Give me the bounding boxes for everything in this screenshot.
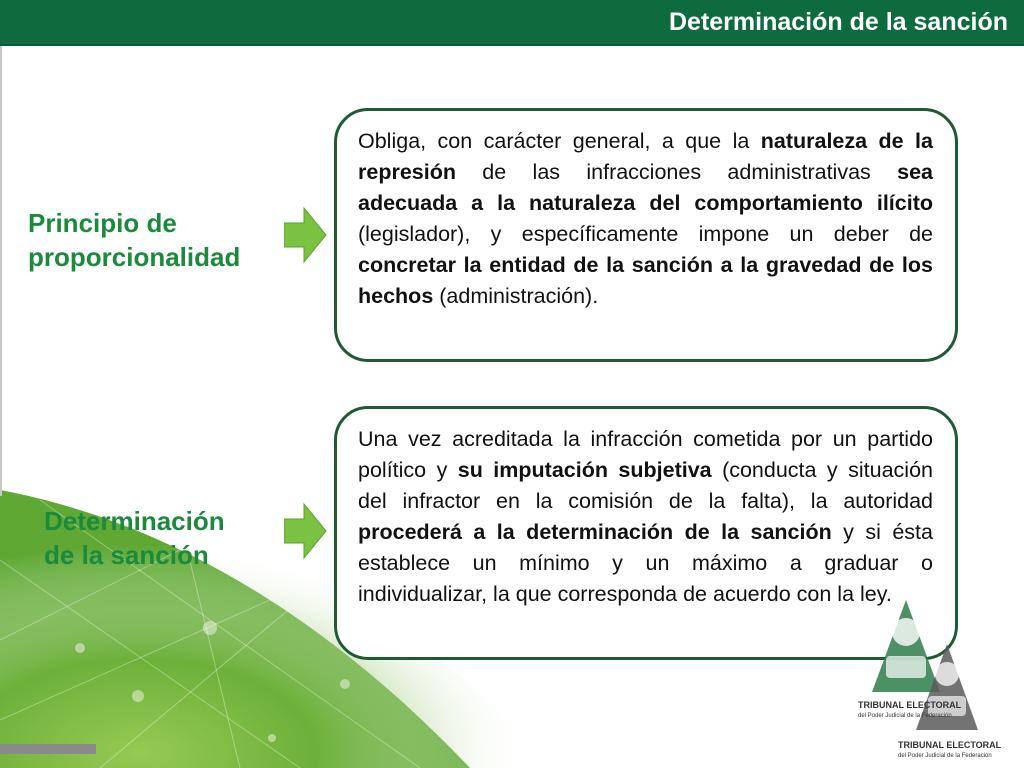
principle-label-line2: proporcionalidad xyxy=(28,242,241,272)
footer-bar-left xyxy=(0,744,96,754)
principle-label xyxy=(28,206,240,274)
emphasis-text: naturaleza de la represión xyxy=(358,129,933,184)
determination-label-line2: de la sanción xyxy=(44,540,209,570)
emphasis-text: concretar la entidad de la sanción a la gravedad de los hechos xyxy=(358,253,933,308)
logo-caption-2-subtitle: del Poder Judicial de la Federación xyxy=(898,753,992,759)
emphasis-text: procederá a la determinación de la sanción xyxy=(358,520,832,544)
emphasis-text: su imputación subjetiva xyxy=(457,458,712,482)
logo-caption-1-subtitle: del Poder Judicial de la Federación xyxy=(858,713,952,719)
left-divider xyxy=(0,46,2,496)
arrow-right-icon xyxy=(284,206,328,264)
determination-label xyxy=(44,504,225,572)
body-text: Una vez acreditada la infracción cometida por un partido político y xyxy=(358,427,933,482)
page-title: Determinación de la sanción xyxy=(669,8,1008,36)
body-text: Obliga, con carácter general, a que la xyxy=(358,129,761,153)
emphasis-text: sea adecuada a la naturaleza del comportamiento ilícito xyxy=(358,160,933,215)
logo-caption-2-title: TRIBUNAL ELECTORAL xyxy=(898,740,1002,750)
body-text: de las infracciones administrativas xyxy=(455,160,898,184)
determination-label-line1: Determinación xyxy=(44,506,225,536)
body-text: (legislador), y específicamente impone un deber de xyxy=(358,222,933,246)
footer-bar-right xyxy=(812,744,864,754)
logo-caption-1 xyxy=(858,700,961,722)
logo-caption-1-title: TRIBUNAL ELECTORAL xyxy=(858,700,962,710)
principle-description xyxy=(358,126,933,312)
header-bar xyxy=(0,0,1024,46)
body-text: (conducta y situación del infractor en la comisión de la falta), la autoridad xyxy=(358,458,933,513)
principle-label-line1: Principio de xyxy=(28,208,177,238)
determination-description xyxy=(358,424,933,610)
body-text: y si ésta establece un mínimo y un máximo a graduar o individualizar, la que corresponda de acuerdo con la ley. xyxy=(358,520,933,606)
logo-caption-2 xyxy=(898,740,1001,762)
body-text: (administración). xyxy=(433,284,599,308)
arrow-right-icon xyxy=(284,502,328,560)
